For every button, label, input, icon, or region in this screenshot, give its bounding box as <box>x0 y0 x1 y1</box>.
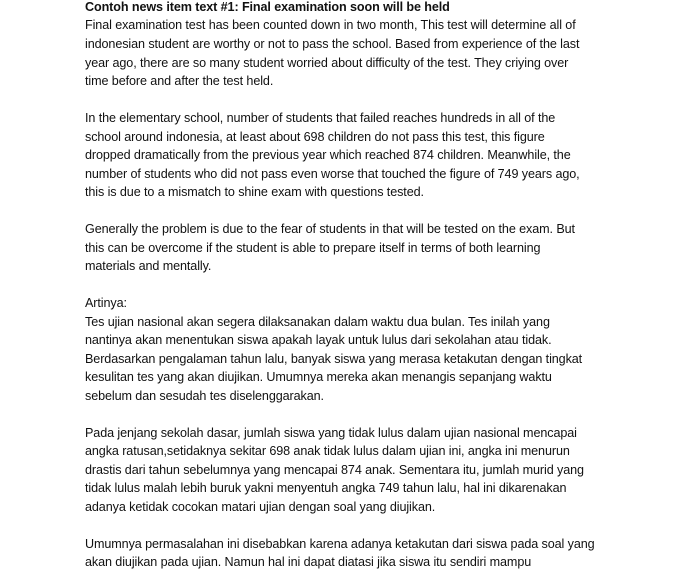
text-line: akan diujikan pada ujian. Namun hal ini dapat diatasi jika siswa itu sendiri mampu <box>85 555 532 569</box>
translation-label: Artinya: <box>85 296 127 310</box>
text-line: drastis dari tahun sebelumnya yang mencapai 874 anak. Sementara itu, jumlah murid yang <box>85 463 584 477</box>
text-line: sebelum dan sesudah tes diselenggarakan. <box>85 389 324 403</box>
text-line: number of students who did not pass even worse that touched the figure of 749 years ago, <box>85 167 580 181</box>
text-line: Berdasarkan pengalaman tahun lalu, banyak siswa yang merasa ketakutan dengan tingkat <box>85 352 583 366</box>
text-line: nantinya akan menentukan siswa apakah layak untuk lulus dari sekolahan atau tidak. <box>85 333 552 347</box>
text-line: adanya ketidak cocokan matari ujian dengan soal yang diujikan. <box>85 500 436 514</box>
text-line: In the elementary school, number of students that failed reaches hundreds in all of the <box>85 111 556 125</box>
text-line: tidak lulus malah lebih buruk yakni menyentuh angka 749 tahun lalu, hal ini dikarenakan <box>85 481 567 495</box>
text-line: dropped dramatically from the previous year which reached 874 children. Meanwhile, the <box>85 148 571 162</box>
text-line: angka ratusan,setidaknya sekitar 698 anak tidak lulus dalam ujian ini, angka ini menurun <box>85 444 570 458</box>
text-line: school around indonesia, at least about 698 children do not pass this test, this figure <box>85 130 545 144</box>
document-title: Contoh news item text #1: Final examination soon will be held <box>85 0 450 14</box>
text-line: time before and after the test held. <box>85 74 274 88</box>
text-line: this can be overcome if the student is able to prepare itself in terms of both learning <box>85 241 541 255</box>
text-line: kesulitan tes yang akan diujikan. Umumnya mereka akan menangis sepanjang waktu <box>85 370 552 384</box>
text-line: Pada jenjang sekolah dasar, jumlah siswa yang tidak lulus dalam ujian nasional mencapai <box>85 426 577 440</box>
text-line: this is due to a mismatch to shine exam with questions tested. <box>85 185 424 199</box>
text-line: Tes ujian nasional akan segera dilaksanakan dalam waktu dua bulan. Tes inilah yang <box>85 315 550 329</box>
text-line: Umumnya permasalahan ini disebabkan karena adanya ketakutan dari siswa pada soal yang <box>85 537 595 551</box>
text-line: Final examination test has been counted down in two month, This test will determine all of <box>85 18 576 32</box>
text-line: materials and mentally. <box>85 259 212 273</box>
text-line: Generally the problem is due to the fear of students in that will be tested on the exam. But <box>85 222 575 236</box>
text-line: indonesian student are worthy or not to pass the school. Based from experience of the last <box>85 37 580 51</box>
text-line: year ago, there are so many student worried about difficulty of the test. They criying over <box>85 56 569 70</box>
